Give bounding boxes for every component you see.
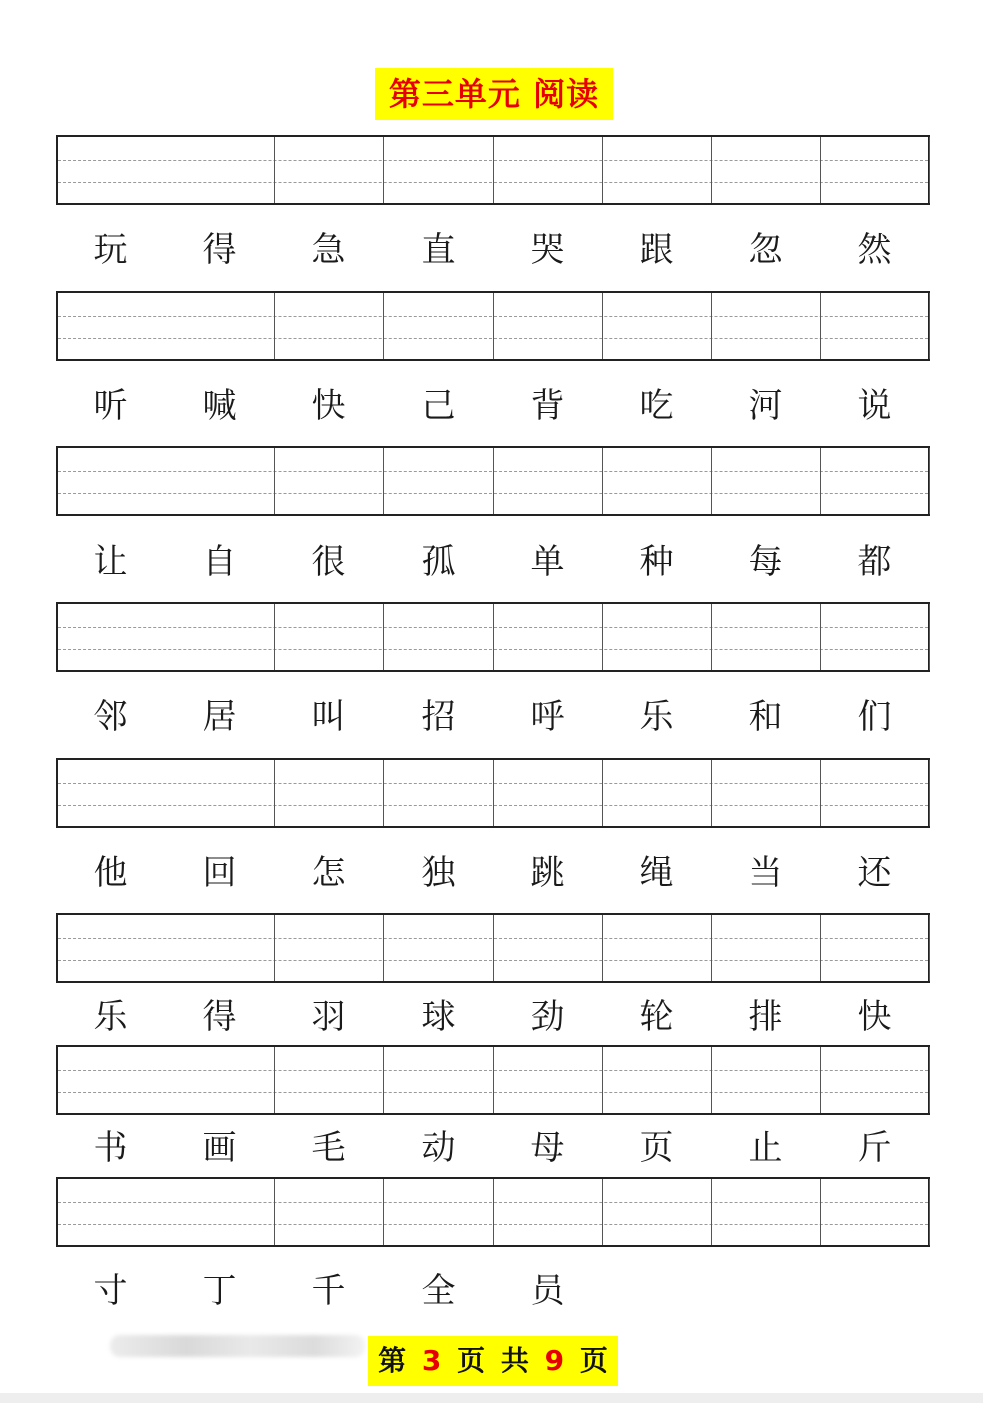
grid-divider [602,293,603,359]
grid-divider [383,448,384,514]
character-row [56,537,930,587]
character: 独 [421,853,456,893]
grid-divider [929,1047,930,1113]
character: 忽 [748,230,783,270]
grid-divider [274,915,275,981]
writing-grid [56,758,930,828]
character: 得 [202,997,237,1037]
grid-divider [383,1179,384,1245]
character: 他 [93,853,128,893]
character: 哭 [530,230,565,270]
character-row [56,692,930,742]
character: 当 [748,853,783,893]
grid-divider [929,760,930,826]
grid-divider [820,137,821,203]
character: 和 [748,697,783,737]
character: 己 [421,386,456,426]
grid-divider [383,137,384,203]
grid-divider [274,1179,275,1245]
character: 画 [202,1128,237,1168]
grid-divider [820,760,821,826]
total-pages: 9 [544,1344,565,1377]
grid-divider [274,448,275,514]
character: 绳 [639,853,674,893]
character: 单 [530,542,565,582]
grid-divider [602,137,603,203]
grid-divider [711,1179,712,1245]
grid-divider [274,604,275,670]
grid-divider [929,137,930,203]
writing-grid [56,446,930,516]
character: 全 [421,1271,456,1311]
character: 急 [311,230,346,270]
grid-divider [602,760,603,826]
character: 动 [421,1128,456,1168]
grid-divider [820,1047,821,1113]
character: 喊 [202,386,237,426]
grid-divider [493,915,494,981]
character: 直 [421,230,456,270]
character: 种 [639,542,674,582]
writing-grid [56,135,930,205]
grid-divider [711,293,712,359]
grid-divider [929,293,930,359]
grid-divider [602,915,603,981]
grid-divider [602,448,603,514]
grid-divider [929,915,930,981]
page-bottom-edge [0,1393,983,1403]
character-row [56,225,930,275]
grid-divider [602,604,603,670]
grid-divider [383,760,384,826]
character: 回 [202,853,237,893]
character-row [56,1266,930,1316]
grid-divider [493,448,494,514]
character: 得 [202,230,237,270]
writing-grid [56,602,930,672]
character: 羽 [311,997,346,1037]
grid-divider [820,448,821,514]
character: 每 [748,542,783,582]
blurred-watermark [110,1335,365,1357]
character: 乐 [93,997,128,1037]
character: 还 [857,853,892,893]
grid-divider [493,1047,494,1113]
character-row [56,381,930,431]
character: 快 [311,386,346,426]
grid-divider [493,604,494,670]
character: 母 [530,1128,565,1168]
character: 河 [748,386,783,426]
character: 很 [311,542,346,582]
current-page: 3 [421,1344,442,1377]
character: 怎 [311,853,346,893]
character: 说 [857,386,892,426]
character: 玩 [93,230,128,270]
character: 毛 [311,1128,346,1168]
character: 斤 [857,1128,892,1168]
grid-divider [820,293,821,359]
character: 球 [421,997,456,1037]
grid-divider [602,1179,603,1245]
writing-grid [56,1177,930,1247]
grid-divider [493,293,494,359]
character: 呼 [530,697,565,737]
character: 们 [857,697,892,737]
character: 邻 [93,697,128,737]
page-middle: 页 共 [457,1344,529,1377]
grid-divider [929,448,930,514]
grid-divider [274,760,275,826]
character: 轮 [639,997,674,1037]
grid-divider [493,1179,494,1245]
character: 听 [93,386,128,426]
character: 书 [93,1128,128,1168]
grid-divider [274,137,275,203]
character: 跟 [639,230,674,270]
character: 叫 [311,697,346,737]
unit-title: 第三单元 阅读 [375,68,613,120]
grid-divider [820,915,821,981]
character-row [56,1123,930,1173]
grid-divider [383,293,384,359]
character: 跳 [530,853,565,893]
character: 丁 [202,1271,237,1311]
grid-divider [383,1047,384,1113]
character: 背 [530,386,565,426]
grid-divider [711,604,712,670]
writing-grid [56,913,930,983]
character: 员 [530,1271,565,1311]
grid-divider [383,915,384,981]
grid-divider [493,760,494,826]
writing-grid [56,291,930,361]
character: 都 [857,542,892,582]
character: 寸 [93,1271,128,1311]
grid-divider [274,1047,275,1113]
character-row [56,848,930,898]
character: 快 [857,997,892,1037]
grid-divider [711,760,712,826]
character: 让 [93,542,128,582]
grid-divider [711,137,712,203]
character: 招 [421,697,456,737]
character: 吃 [639,386,674,426]
writing-grid [56,1045,930,1115]
character: 页 [639,1128,674,1168]
character: 止 [748,1128,783,1168]
grid-divider [383,604,384,670]
page-indicator [368,1336,618,1386]
grid-divider [602,1047,603,1113]
grid-divider [493,137,494,203]
page-prefix: 第 [378,1344,407,1377]
grid-divider [274,293,275,359]
grid-divider [711,915,712,981]
grid-divider [711,448,712,514]
character-row [56,992,930,1042]
character: 排 [748,997,783,1037]
grid-divider [929,604,930,670]
grid-divider [711,1047,712,1113]
character: 千 [311,1271,346,1311]
character: 劲 [530,997,565,1037]
character: 然 [857,230,892,270]
grid-divider [929,1179,930,1245]
grid-divider [820,604,821,670]
grid-divider [820,1179,821,1245]
character: 自 [202,542,237,582]
page-suffix: 页 [579,1344,608,1377]
character: 居 [202,697,237,737]
character: 乐 [639,697,674,737]
character: 孤 [421,542,456,582]
